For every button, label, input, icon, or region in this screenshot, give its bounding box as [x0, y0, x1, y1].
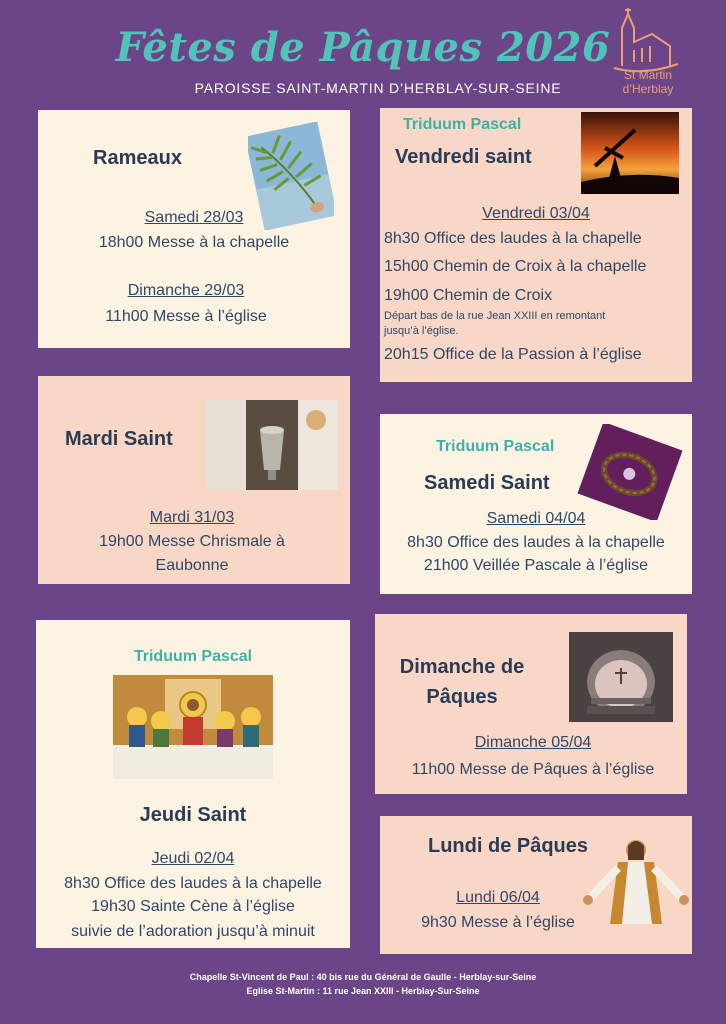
empty-tomb-image [569, 632, 673, 722]
vendredi-laudes: 8h30 Office des laudes à la chapelle [384, 230, 642, 247]
triduum-label: Triduum Pascal [436, 438, 555, 455]
card-heading: Samedi Saint [424, 472, 550, 494]
card-heading: Jeudi Saint [139, 804, 247, 826]
mardi-messe-chrismale: 19h00 Messe Chrismale à [99, 533, 285, 550]
rameaux-saturday-mass: 18h00 Messe à la chapelle [98, 234, 290, 251]
dimanche-messe: 11h00 Messe de Pâques à l’église [411, 761, 655, 778]
card-samedi-saint [380, 414, 692, 594]
cross-sunset-image [581, 112, 679, 194]
crown-of-thorns-image [574, 424, 686, 520]
card-dimanche-paques [375, 614, 687, 794]
lundi-date: Lundi 06/04 [456, 889, 540, 906]
mardi-location: Eaubonne [155, 557, 229, 574]
card-lundi-paques [380, 816, 692, 954]
triduum-label: Triduum Pascal [403, 116, 522, 133]
card-rameaux [38, 110, 350, 348]
jeudi-date: Jeudi 02/04 [151, 850, 235, 867]
parish-subtitle: PAROISSE SAINT-MARTIN D’HERBLAY-SUR-SEINE [194, 80, 562, 96]
rameaux-date-saturday: Samedi 28/03 [144, 209, 244, 226]
triduum-label: Triduum Pascal [133, 648, 253, 665]
rameaux-sunday-mass: 11h00 Messe à l’église [105, 308, 267, 325]
vendredi-chemin-chapelle: 15h00 Chemin de Croix à la chapelle [384, 258, 647, 275]
logo-text: St Martin d’Herblay [622, 68, 674, 96]
card-heading: Vendredi saint [395, 146, 532, 168]
card-heading: Lundi de Pâques [428, 835, 589, 857]
card-jeudi-saint [36, 620, 350, 948]
jeudi-adoration: suivie de l’adoration jusqu’à minuit [71, 923, 315, 940]
jeudi-sainte-cene: 19h30 Sainte Cène à l’église [91, 898, 295, 915]
footer-chapelle-address: Chapelle St-Vincent de Paul : 40 bis rue du Général de Gaulle - Herblay-sur-Seine [189, 972, 537, 982]
jeudi-laudes: 8h30 Office des laudes à la chapelle [64, 875, 322, 892]
footer-eglise-address: Eglise St-Martin : 11 rue Jean XXIII - Herblay-Sur-Seine [246, 986, 480, 996]
rameaux-date-sunday: Dimanche 29/03 [127, 282, 245, 299]
vendredi-date: Vendredi 03/04 [482, 205, 590, 222]
mardi-date: Mardi 31/03 [149, 509, 235, 526]
lundi-messe: 9h30 Messe à l’église [421, 914, 575, 931]
samedi-laudes: 8h30 Office des laudes à la chapelle [407, 534, 665, 551]
samedi-veillee: 21h00 Veillée Pascale à l’église [423, 557, 649, 574]
page-title: Fêtes de Pâques 2026 [115, 24, 611, 71]
vendredi-office-passion: 20h15 Office de la Passion à l’église [384, 346, 642, 363]
vendredi-depart-note: Départ bas de la rue Jean XXIII en remontant jusqu’à l’église. [384, 310, 606, 337]
card-heading: Rameaux [93, 147, 182, 169]
risen-christ-image [582, 836, 690, 924]
dimanche-date: Dimanche 05/04 [474, 734, 592, 751]
card-mardi-saint [38, 376, 350, 584]
vendredi-chemin-croix: 19h00 Chemin de Croix [384, 287, 553, 304]
parish-logo [604, 6, 688, 102]
card-heading: Dimanche de Pâques [399, 656, 525, 708]
last-supper-image [113, 675, 273, 779]
card-heading: Mardi Saint [65, 428, 173, 450]
chrism-mass-image [206, 400, 338, 490]
samedi-date: Samedi 04/04 [486, 510, 586, 527]
card-vendredi-saint [380, 108, 692, 382]
